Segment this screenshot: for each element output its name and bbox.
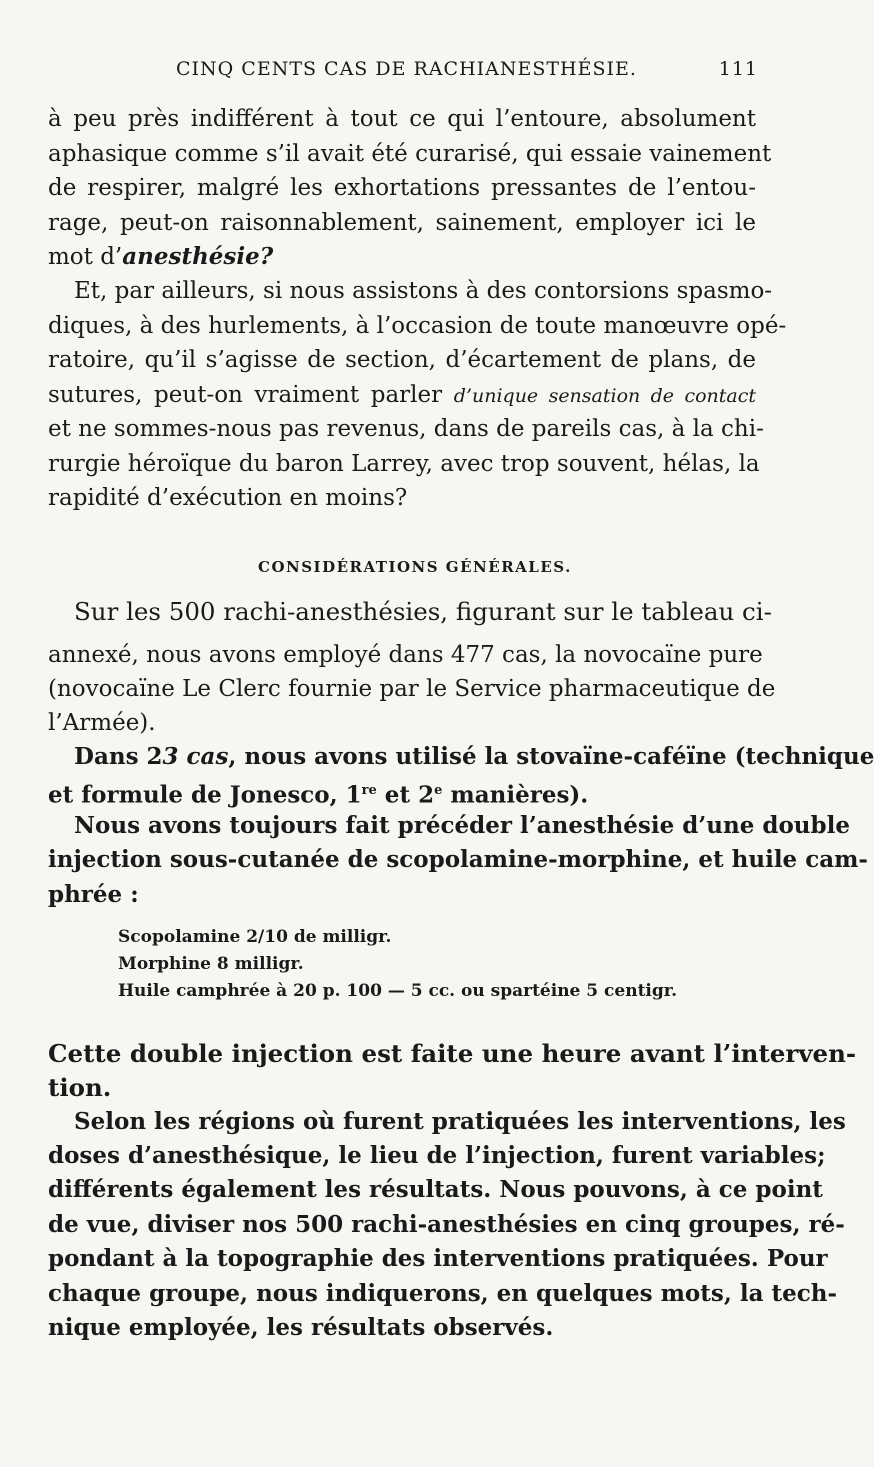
italic-phrase: d’unique sensation de contact	[453, 385, 756, 407]
text-run: mot d’	[48, 244, 123, 270]
text-line: annexé, nous avons employé dans 477 cas, la novocaïne pure	[48, 642, 763, 668]
text-line	[48, 380, 756, 411]
text-line: ratoire, qu’il s’agisse de section, d’écartement de plans, de	[48, 347, 756, 373]
text-line: Selon les régions où furent pratiquées les interventions, les	[74, 1108, 846, 1135]
text-run: , nous avons utilisé la stovaïne-caféïne (technique	[228, 743, 874, 770]
text-line: Et, par ailleurs, si nous assistons à des contorsions spasmo-	[74, 278, 773, 304]
page-number: 111	[718, 58, 758, 80]
text-run: Dans 2	[74, 743, 163, 770]
italic-term: 3 cas	[162, 743, 229, 770]
text-line: aphasique comme s’il avait été curarisé, qui essaie vainement	[48, 141, 772, 167]
text-line: Cette double injection est faite une heure avant l’interven-	[48, 1039, 857, 1068]
text-line	[74, 742, 874, 772]
text-line: pondant à la topographie des interventions pratiquées. Pour	[48, 1245, 828, 1272]
text-line: de respirer, malgré les exhortations pressantes de l’entou-	[48, 175, 756, 201]
formula-line: Scopolamine 2/10 de milligr.	[118, 927, 392, 947]
text-line: rage, peut-on raisonnablement, sainement, employer ici le	[48, 210, 756, 236]
text-line: l’Armée).	[48, 710, 156, 736]
superscript: re	[361, 783, 377, 798]
text-line: chaque groupe, nous indiquerons, en quelques mots, la tech-	[48, 1280, 838, 1307]
formula-line: Huile camphrée à 20 p. 100 — 5 cc. ou spartéine 5 centigr.	[118, 981, 678, 1001]
section-heading: CONSIDÉRATIONS GÉNÉRALES.	[258, 558, 572, 576]
text-line: injection sous-cutanée de scopolamine-morphine, et huile cam-	[48, 846, 868, 873]
superscript: e	[434, 783, 443, 798]
text-line: différents également les résultats. Nous pouvons, à ce point	[48, 1176, 823, 1203]
text-line: Sur les 500 rachi-anesthésies, figurant sur le tableau ci-	[74, 597, 772, 626]
text-line	[48, 242, 273, 272]
text-line: à peu près indifférent à tout ce qui l’entoure, absolument	[48, 106, 756, 132]
text-line: phrée :	[48, 881, 139, 908]
text-line: tion.	[48, 1073, 112, 1102]
text-run: et 2	[376, 781, 435, 809]
text-line: nique employée, les résultats observés.	[48, 1314, 554, 1341]
text-line: rurgie héroïque du baron Larrey, avec trop souvent, hélas, la	[48, 451, 760, 477]
text-run: et formule de Jonesco, 1	[48, 781, 362, 809]
text-line: diques, à des hurlements, à l’occasion de toute manœuvre opé-	[48, 313, 787, 339]
text-line: (novocaïne Le Clerc fournie par le Service pharmaceutique de	[48, 676, 776, 702]
text-run: sutures, peut-on vraiment parler	[48, 382, 454, 408]
text-line: rapidité d’exécution en moins?	[48, 485, 408, 511]
running-title: CINQ CENTS CAS DE RACHIANESTHÉSIE.	[176, 58, 637, 80]
text-line: Nous avons toujours fait précéder l’anesthésie d’une double	[74, 812, 850, 839]
text-line: de vue, diviser nos 500 rachi-anesthésies en cinq groupes, ré-	[48, 1211, 845, 1238]
text-line: et ne sommes-nous pas revenus, dans de pareils cas, à la chi-	[48, 416, 764, 442]
text-line	[48, 776, 588, 811]
italic-term: anesthésie?	[122, 243, 274, 270]
text-run: manières).	[442, 781, 589, 809]
formula-line: Morphine 8 milligr.	[118, 954, 304, 974]
running-header	[48, 58, 758, 88]
text-line: doses d’anesthésique, le lieu de l’injection, furent variables;	[48, 1142, 826, 1169]
